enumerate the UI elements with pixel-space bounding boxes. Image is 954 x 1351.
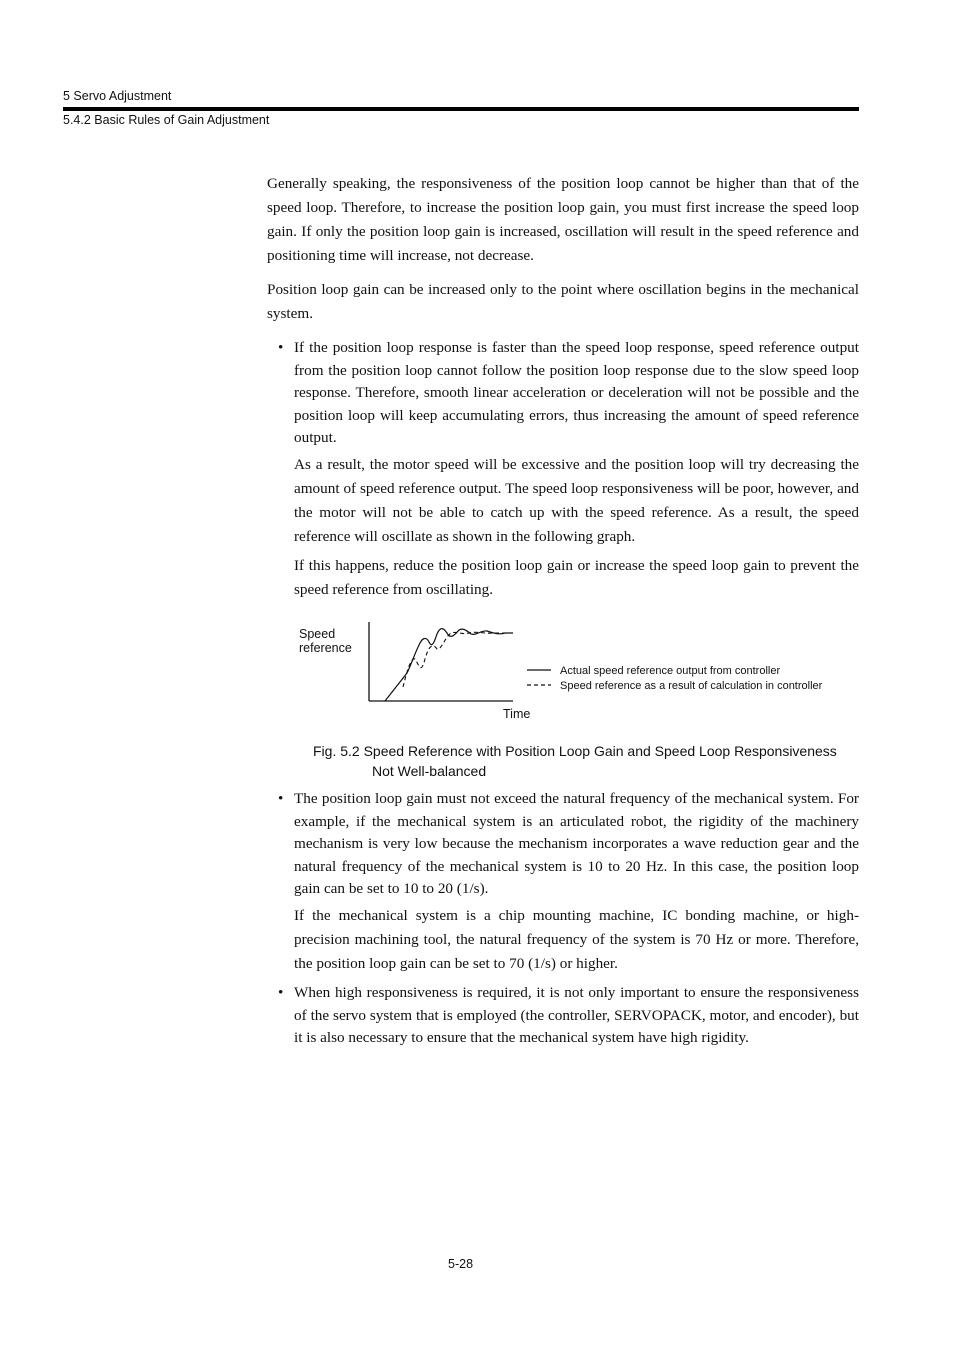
figure-calculated-speed-line	[403, 632, 513, 687]
legend-dashed-label: Speed reference as a result of calculation in controller	[560, 680, 823, 692]
legend-solid-label: Actual speed reference output from controller	[560, 665, 781, 677]
bullet-marker: •	[278, 339, 284, 356]
figure-caption	[313, 741, 837, 781]
header-section: 5.4.2 Basic Rules of Gain Adjustment	[63, 113, 270, 127]
page-number: 5-28	[448, 1257, 474, 1271]
figure-x-label: Time	[503, 707, 531, 721]
header-rule	[63, 107, 859, 111]
bullet-3-text: When high responsiveness is required, it is not only important to ensure the responsiveness of the servo system that is employed (the controller, SERVOPACK, motor, and encoder), but it is also necessary to ensure that the mechanical system have high rigidity.	[294, 984, 859, 1046]
bullet-marker: •	[278, 790, 284, 807]
figure-caption-line1: Fig. 5.2 Speed Reference with Position Loop Gain and Speed Loop Responsiveness	[313, 743, 837, 759]
figure-caption-line2: Not Well-balanced	[372, 763, 487, 779]
bullet-2-followup-1: If the mechanical system is a chip mounting machine, IC bonding machine, or high-precision machining tool, the natural frequency of the system is 70 Hz or more. Therefore, the position loop gain can be set to 70 (1/s) or higher.	[294, 907, 859, 972]
figure-y-label-line2: reference	[299, 641, 352, 655]
speed-reference-figure	[295, 615, 855, 727]
bullet-1-text: If the position loop response is faster than the speed loop response, speed reference output from the position loop cannot follow the position loop response due to the slow speed loop response. Therefore, smooth linear acceleration or deceleration will not be possible and the position loop will keep accumulating errors, thus increasing the amount of speed reference output.	[294, 339, 859, 446]
bullet-marker: •	[278, 984, 284, 1001]
bullet-2-text: The position loop gain must not exceed the natural frequency of the mechanical system. For example, if the mechanical system is an articulated robot, the rigidity of the machinery mechanism is very low because the mechanism incorporates a wave reduction gear and the natural frequency of the mechanical system is 10 to 20 Hz. In this case, the position loop gain can be set to 10 to 20 (1/s).	[294, 790, 859, 897]
bullet-1-followup-2: If this happens, reduce the position loop gain or increase the speed loop gain to prevent the speed reference from oscillating.	[294, 557, 859, 598]
header-chapter: 5 Servo Adjustment	[63, 89, 172, 103]
bullet-1-followup-1: As a result, the motor speed will be excessive and the position loop will try decreasing the amount of speed reference output. The speed loop responsiveness will be poor, however, and the motor will not be able to catch up with the speed reference. As a result, the speed reference will oscillate as shown in the following graph.	[294, 456, 859, 545]
intro-paragraph: Generally speaking, the responsiveness of the position loop cannot be higher than that of the speed loop. Therefore, to increase the position loop gain, you must first increase the speed loop gain. If only the position loop gain is increased, oscillation will result in the speed reference and positioning time will increase, not decrease.	[267, 175, 859, 264]
figure-y-label-line1: Speed	[299, 627, 336, 641]
oscillation-paragraph: Position loop gain can be increased only to the point where oscillation begins in the mechanical system.	[267, 281, 859, 322]
figure-actual-speed-line	[385, 629, 513, 701]
